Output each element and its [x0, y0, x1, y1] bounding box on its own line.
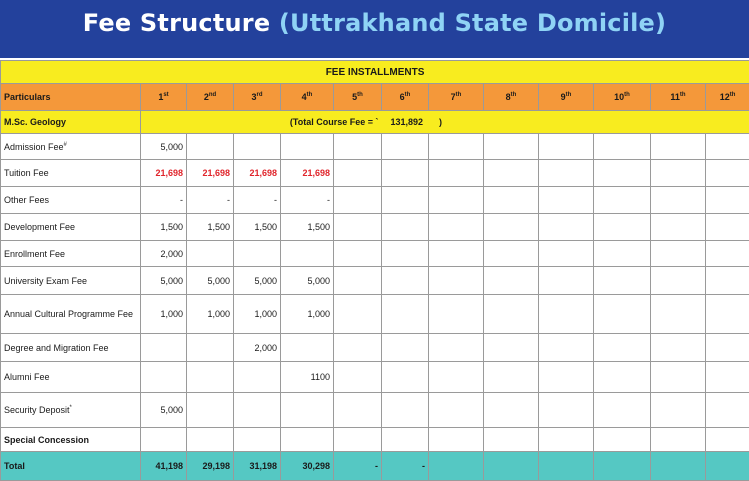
fee-cell [187, 241, 234, 267]
fee-cell [234, 393, 281, 428]
fee-cell [706, 362, 749, 393]
total-cell: 29,198 [187, 452, 234, 481]
fee-cell [334, 334, 382, 362]
row-label-text: Security Deposit [4, 405, 70, 415]
fee-cell [539, 187, 594, 214]
table-body [1, 61, 749, 481]
fee-cell: - [281, 187, 334, 214]
fee-cell: 5,000 [234, 267, 281, 295]
fee-cell [334, 241, 382, 267]
installment-suffix: th [456, 92, 462, 98]
fee-cell [234, 134, 281, 160]
installment-number: 12 [720, 92, 730, 102]
installment-suffix: th [357, 92, 363, 98]
fee-cell [281, 241, 334, 267]
total-cell: 30,298 [281, 452, 334, 481]
row-label [1, 393, 141, 428]
particulars-header: Particulars [1, 84, 141, 111]
fee-cell: 5,000 [141, 267, 187, 295]
fee-cell [141, 362, 187, 393]
installment-number: 9 [561, 92, 566, 102]
installment-header-6 [382, 84, 429, 111]
table-row [1, 428, 749, 452]
fee-cell [594, 267, 651, 295]
installments-row [1, 61, 749, 84]
fee-cell [141, 428, 187, 452]
course-row-filler [484, 111, 749, 134]
fee-cell [484, 214, 539, 241]
fee-cell [651, 187, 706, 214]
table-row [1, 295, 749, 334]
table-row [1, 187, 749, 214]
row-label [1, 241, 141, 267]
course-fee-label: (Total Course Fee = ` [141, 111, 382, 134]
table-row [1, 267, 749, 295]
table-row [1, 134, 749, 160]
fee-cell [594, 362, 651, 393]
total-cell [539, 452, 594, 481]
fee-cell [594, 187, 651, 214]
title-banner [0, 0, 749, 58]
installment-suffix: th [511, 92, 517, 98]
fee-cell: 5,000 [281, 267, 334, 295]
row-label [1, 267, 141, 295]
installment-header-8 [484, 84, 539, 111]
fee-cell [281, 134, 334, 160]
fee-cell [594, 134, 651, 160]
row-label-text: Admission Fee [4, 142, 64, 152]
row-label [1, 214, 141, 241]
fee-cell: 1,500 [187, 214, 234, 241]
row-label-text: Alumni Fee [4, 372, 50, 382]
fee-cell: 21,698 [234, 160, 281, 187]
fee-cell [334, 267, 382, 295]
fee-cell [141, 334, 187, 362]
fee-cell [651, 334, 706, 362]
fee-cell [651, 295, 706, 334]
fee-cell [484, 187, 539, 214]
fee-cell [484, 134, 539, 160]
fee-cell [594, 393, 651, 428]
fee-cell [706, 267, 749, 295]
installment-number: 6 [400, 92, 405, 102]
fee-cell [706, 134, 749, 160]
fee-cell [539, 160, 594, 187]
fee-cell [334, 428, 382, 452]
fee-cell [706, 187, 749, 214]
fee-cell [706, 428, 749, 452]
course-fee-close: ) [439, 117, 442, 127]
fee-cell: - [141, 187, 187, 214]
fee-cell [539, 214, 594, 241]
fee-cell: 1,000 [281, 295, 334, 334]
total-cell [429, 452, 484, 481]
table-row [1, 241, 749, 267]
fee-cell: 5,000 [141, 393, 187, 428]
fee-cell [484, 393, 539, 428]
fee-cell [334, 214, 382, 241]
row-label-text: Enrollment Fee [4, 249, 65, 259]
installment-number: 2 [204, 92, 209, 102]
table-row [1, 160, 749, 187]
table-row [1, 393, 749, 428]
installment-header-2 [187, 84, 234, 111]
fee-cell: 2,000 [141, 241, 187, 267]
fee-cell [594, 214, 651, 241]
installment-number: 1 [158, 92, 163, 102]
installment-number: 7 [451, 92, 456, 102]
fee-cell [594, 241, 651, 267]
row-label-text: Degree and Migration Fee [4, 343, 109, 353]
fee-cell [382, 295, 429, 334]
fee-cell [334, 393, 382, 428]
fee-cell [187, 334, 234, 362]
fee-cell [334, 134, 382, 160]
row-label-mark: # [64, 142, 67, 148]
installment-number: 5 [352, 92, 357, 102]
fee-cell [234, 241, 281, 267]
fee-cell [539, 295, 594, 334]
fee-cell [484, 267, 539, 295]
fee-cell: 5,000 [141, 134, 187, 160]
fee-cell [382, 241, 429, 267]
fee-cell [651, 267, 706, 295]
fee-cell [706, 334, 749, 362]
fee-cell [382, 160, 429, 187]
fee-cell [187, 428, 234, 452]
fee-cell [594, 428, 651, 452]
installment-header-9 [539, 84, 594, 111]
fee-cell [334, 187, 382, 214]
installment-header-11 [651, 84, 706, 111]
fee-cell [382, 267, 429, 295]
fee-cell [382, 187, 429, 214]
fee-cell [429, 428, 484, 452]
page-title [83, 9, 666, 37]
fee-cell [594, 295, 651, 334]
fee-cell [382, 334, 429, 362]
course-fee-wrap [382, 111, 484, 134]
fee-cell [429, 393, 484, 428]
installment-suffix: th [730, 92, 736, 98]
installment-number: 11 [670, 92, 680, 102]
fee-cell [429, 187, 484, 214]
fee-cell [706, 295, 749, 334]
fee-cell [382, 362, 429, 393]
fee-cell [539, 267, 594, 295]
course-fee-value: 131,892 [391, 117, 424, 127]
fee-cell [334, 295, 382, 334]
installment-suffix: nd [209, 92, 216, 98]
fee-cell [651, 362, 706, 393]
fee-cell [382, 393, 429, 428]
row-label-text: Development Fee [4, 222, 75, 232]
installment-suffix: st [163, 92, 168, 98]
fee-cell [651, 160, 706, 187]
fee-cell [429, 241, 484, 267]
installment-suffix: th [566, 92, 572, 98]
fee-cell [484, 362, 539, 393]
fee-cell: - [187, 187, 234, 214]
total-row [1, 452, 749, 481]
fee-cell: 1,500 [141, 214, 187, 241]
fee-cell [281, 334, 334, 362]
total-cell: - [382, 452, 429, 481]
total-cell [484, 452, 539, 481]
row-label-text: Other Fees [4, 195, 49, 205]
fee-cell: 1,000 [141, 295, 187, 334]
fee-cell: 21,698 [281, 160, 334, 187]
installment-header-4 [281, 84, 334, 111]
fee-cell: 2,000 [234, 334, 281, 362]
fee-cell: 1100 [281, 362, 334, 393]
row-label [1, 134, 141, 160]
fee-cell [429, 295, 484, 334]
fee-cell: 1,000 [187, 295, 234, 334]
course-name: M.Sc. Geology [1, 111, 141, 134]
fee-cell [429, 362, 484, 393]
row-label [1, 187, 141, 214]
row-label-mark: * [70, 405, 72, 411]
installment-header-3 [234, 84, 281, 111]
fee-cell [594, 160, 651, 187]
total-cell: 41,198 [141, 452, 187, 481]
fee-cell [539, 241, 594, 267]
fee-structure-table [0, 60, 749, 481]
fee-cell [651, 214, 706, 241]
fee-cell [539, 134, 594, 160]
fee-cell [334, 160, 382, 187]
fee-cell [651, 428, 706, 452]
installment-suffix: th [307, 92, 313, 98]
table-row [1, 362, 749, 393]
fee-cell [234, 428, 281, 452]
fee-cell [429, 334, 484, 362]
fee-cell [429, 134, 484, 160]
row-label [1, 362, 141, 393]
row-label-text: Special Concession [4, 435, 89, 445]
installment-header-1 [141, 84, 187, 111]
fee-cell [484, 241, 539, 267]
installment-header-10 [594, 84, 651, 111]
row-label-text: Tuition Fee [4, 168, 49, 178]
fee-cell [382, 428, 429, 452]
installment-number: 4 [302, 92, 307, 102]
fee-cell [706, 241, 749, 267]
fee-cell [429, 214, 484, 241]
total-label: Total [1, 452, 141, 481]
installment-suffix: th [680, 92, 686, 98]
fee-cell [484, 334, 539, 362]
fee-cell: - [234, 187, 281, 214]
fee-cell [706, 214, 749, 241]
installment-header-5 [334, 84, 382, 111]
total-cell [651, 452, 706, 481]
fee-cell [484, 428, 539, 452]
course-row [1, 111, 749, 134]
fee-cell [429, 267, 484, 295]
row-label [1, 295, 141, 334]
fee-cell [651, 134, 706, 160]
fee-cell [539, 393, 594, 428]
fee-cell [334, 362, 382, 393]
fee-cell: 21,698 [187, 160, 234, 187]
total-cell: - [334, 452, 382, 481]
fee-cell [429, 160, 484, 187]
fee-cell: 21,698 [141, 160, 187, 187]
row-label [1, 334, 141, 362]
installment-suffix: th [405, 92, 411, 98]
fee-cell [281, 393, 334, 428]
fee-cell [234, 362, 281, 393]
installments-label: FEE INSTALLMENTS [1, 61, 749, 84]
fee-cell [187, 134, 234, 160]
fee-cell [382, 134, 429, 160]
total-cell [706, 452, 749, 481]
fee-cell: 1,500 [281, 214, 334, 241]
table-row [1, 214, 749, 241]
fee-cell [706, 160, 749, 187]
fee-cell [187, 362, 234, 393]
fee-cell [484, 160, 539, 187]
installment-number: 3 [251, 92, 256, 102]
installment-suffix: th [624, 92, 630, 98]
table-row [1, 334, 749, 362]
installment-header-7 [429, 84, 484, 111]
installment-header-12 [706, 84, 749, 111]
fee-cell: 1,000 [234, 295, 281, 334]
installment-number: 8 [506, 92, 511, 102]
row-label-text: University Exam Fee [4, 276, 87, 286]
total-cell [594, 452, 651, 481]
installment-suffix: rd [257, 92, 263, 98]
fee-cell [281, 428, 334, 452]
fee-cell [651, 393, 706, 428]
title-domicile: (Uttrakhand State Domicile) [279, 9, 666, 37]
fee-cell [651, 241, 706, 267]
row-label-text: Annual Cultural Programme Fee [4, 309, 133, 319]
fee-cell [539, 334, 594, 362]
total-cell: 31,198 [234, 452, 281, 481]
row-label [1, 428, 141, 452]
fee-cell [594, 334, 651, 362]
title-main: Fee Structure [83, 9, 279, 37]
fee-cell [539, 362, 594, 393]
installment-number: 10 [614, 92, 624, 102]
row-label [1, 160, 141, 187]
header-row [1, 84, 749, 111]
fee-cell [382, 214, 429, 241]
fee-cell: 5,000 [187, 267, 234, 295]
fee-cell: 1,500 [234, 214, 281, 241]
fee-cell [484, 295, 539, 334]
fee-cell [187, 393, 234, 428]
fee-cell [539, 428, 594, 452]
fee-cell [706, 393, 749, 428]
